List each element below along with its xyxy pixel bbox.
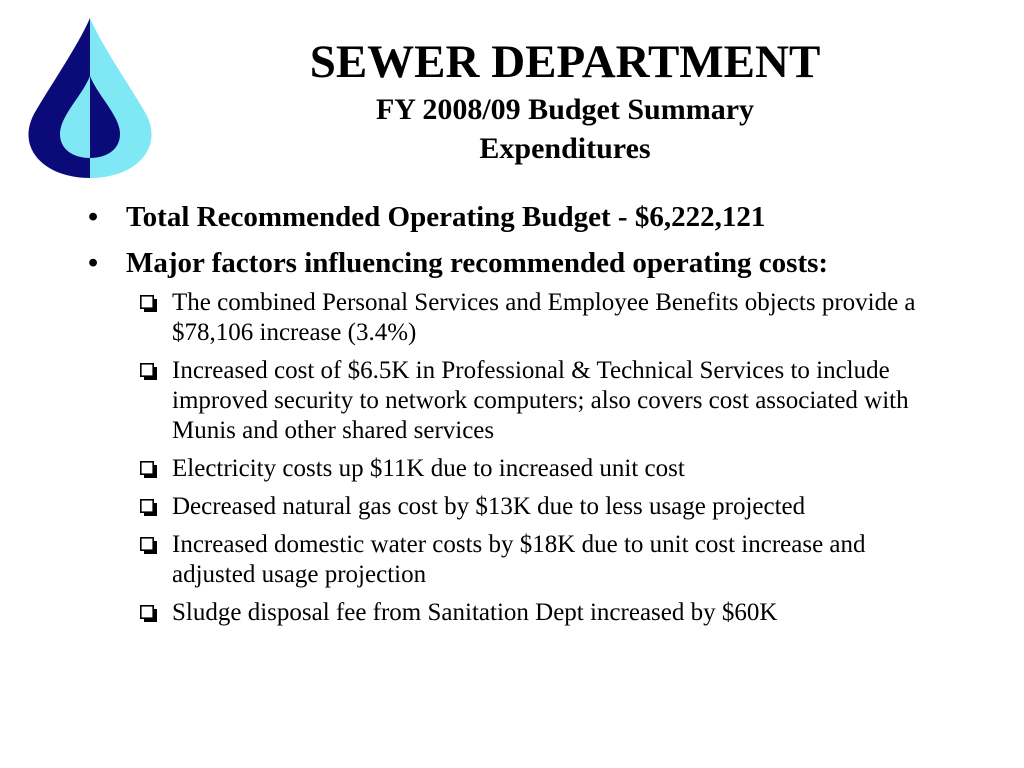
bullet-marker: • [88,201,99,233]
title-block [220,34,910,168]
page-subtitle-2: Expenditures [479,132,651,165]
checkbox-bullet-icon [140,605,157,622]
water-drop-logo-icon [22,16,158,180]
checkbox-bullet-icon [140,537,157,554]
sub-bullet-text: Increased cost of $6.5K in Professional & Technical Services to include improved security to network computers; also covers cost associated with Munis and other shared services [172,357,909,444]
checkbox-bullet-icon [140,499,157,516]
sub-bullet-text: Increased domestic water costs by $18K due to unit cost increase and adjusted usage projection [172,531,866,588]
checkbox-bullet-icon [140,363,157,380]
sub-bullet-item [126,492,946,522]
bullet-marker: • [88,247,99,279]
content-area [86,200,946,640]
bullet-item [86,200,946,234]
bullet-item [86,246,946,628]
bullet-text: Total Recommended Operating Budget - $6,222,121 [126,201,766,233]
bullet-list [86,200,946,628]
sub-bullet-item [126,598,946,628]
sub-bullet-text: Sludge disposal fee from Sanitation Dept increased by $60K [172,599,778,626]
page-subtitle: FY 2008/09 Budget Summary [375,93,755,126]
sub-bullet-item [126,454,946,484]
sub-bullet-item [126,288,946,348]
sub-bullet-text: Electricity costs up $11K due to increased unit cost [172,455,685,482]
bullet-text: Major factors influencing recommended operating costs: [126,247,829,279]
page-title: SEWER DEPARTMENT [309,36,821,88]
sub-bullet-text: The combined Personal Services and Employee Benefits objects provide a $78,106 increase (3.4%) [172,289,916,346]
sub-bullet-item [126,356,946,446]
sub-bullet-text: Decreased natural gas cost by $13K due to less usage projected [172,493,806,520]
checkbox-bullet-icon [140,295,157,312]
checkbox-bullet-icon [140,461,157,478]
sub-bullet-list [126,288,946,628]
sub-bullet-item [126,530,946,590]
